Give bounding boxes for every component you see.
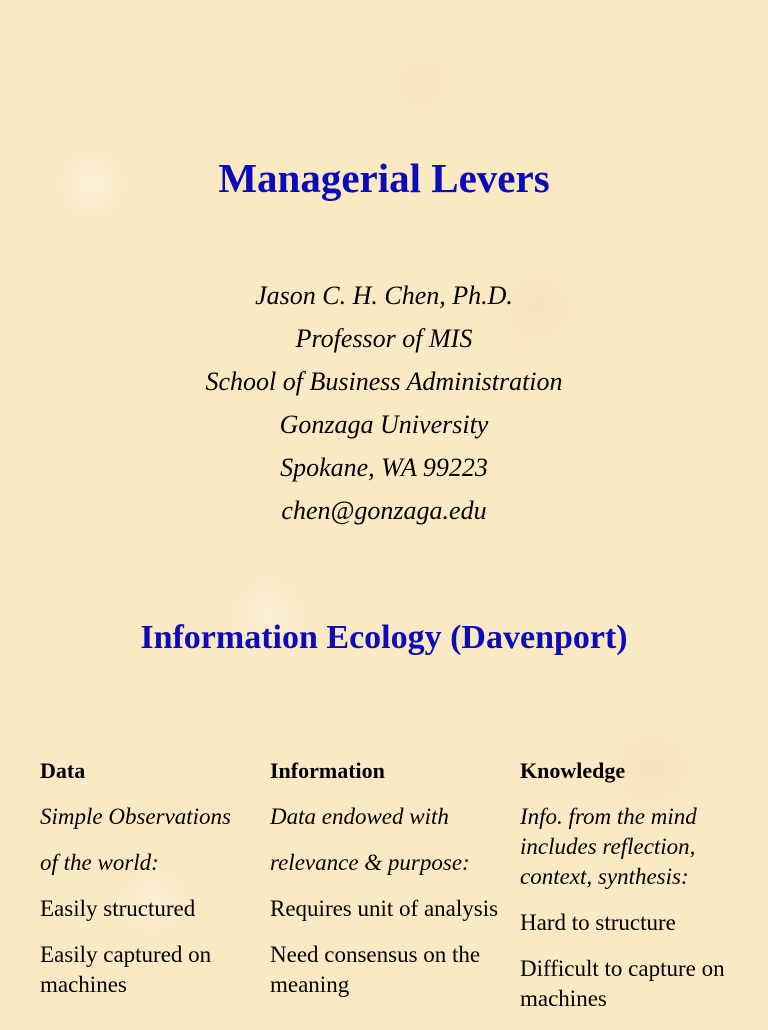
- column-line: relevance & purpose:: [270, 850, 470, 875]
- column-line: Easily captured on machines: [40, 942, 212, 997]
- data-column: [40, 756, 262, 1016]
- slide-title: Information Ecology (Davenport): [140, 619, 628, 656]
- author-email: chen@gonzaga.edu: [281, 496, 487, 525]
- column-heading: Knowledge: [520, 758, 626, 783]
- slide-title: Managerial Levers: [218, 155, 550, 201]
- author-name: Jason C. H. Chen, Ph.D.: [255, 281, 513, 310]
- column-heading: Data: [40, 758, 86, 783]
- concept-columns: [0, 756, 768, 1024]
- knowledge-column: [520, 756, 760, 1030]
- column-line: of the world:: [40, 850, 159, 875]
- column-heading: Information: [270, 758, 385, 783]
- author-location: Spokane, WA 99223: [280, 453, 488, 482]
- column-line: Simple Observations: [40, 804, 232, 829]
- slide-information-ecology: [0, 560, 768, 1024]
- column-line: Difficult to capture on machines: [520, 956, 725, 1011]
- column-line: Info. from the mind includes reflection, context, synthesis:: [520, 804, 697, 889]
- author-university: Gonzaga University: [279, 410, 489, 439]
- column-line: Data endowed with: [270, 804, 449, 829]
- author-position: Professor of MIS: [295, 324, 473, 353]
- column-line: Need consensus on the meaning: [270, 942, 481, 997]
- column-line: Easily structured: [40, 896, 196, 921]
- column-line: Hard to structure: [520, 910, 676, 935]
- information-column: [270, 756, 510, 1016]
- author-info: [0, 274, 768, 532]
- author-school: School of Business Administration: [205, 367, 563, 396]
- column-line: Requires unit of analysis: [270, 896, 499, 921]
